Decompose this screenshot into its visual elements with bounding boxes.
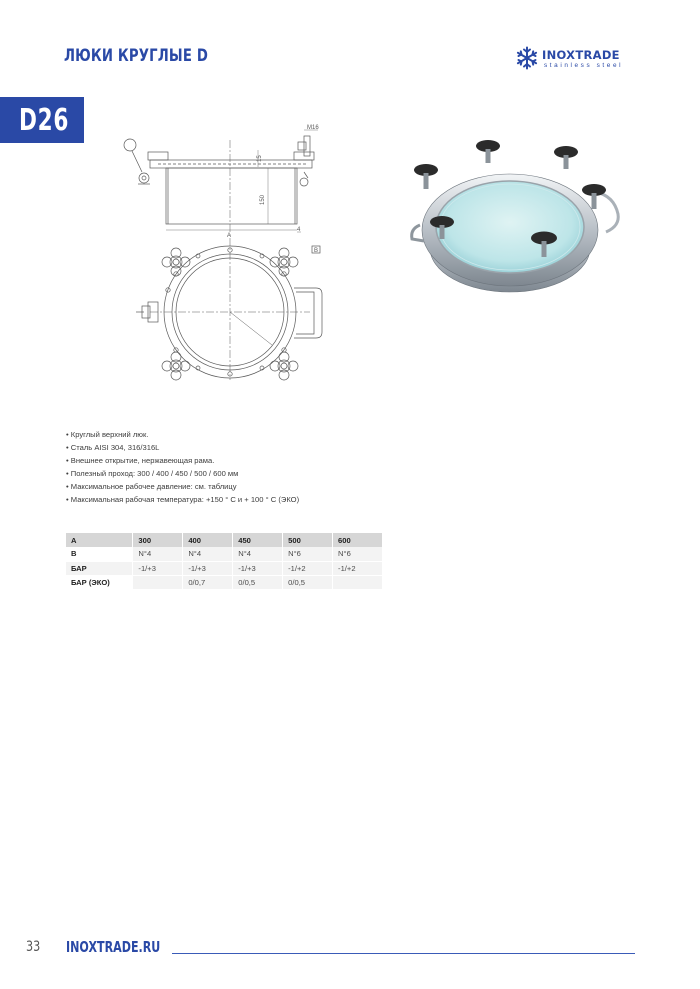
table-cell: -1/+3	[233, 561, 283, 575]
dim-b: B	[314, 248, 319, 254]
table-cell: 0/0,5	[233, 575, 283, 589]
table-cell: 0/0,5	[283, 575, 333, 589]
table-cell: N°6	[283, 547, 333, 561]
logo-tagline: stainless steel	[544, 62, 624, 69]
header-cell: 600	[333, 533, 383, 547]
feature-list	[66, 428, 396, 507]
header-cell: A	[66, 533, 133, 547]
table-row	[66, 575, 383, 589]
table-cell: N°4	[233, 547, 283, 561]
table-cell: N°6	[333, 547, 383, 561]
row-label: B	[66, 547, 133, 561]
table-cell: 0/0,7	[183, 575, 233, 589]
table-cell: N°4	[183, 547, 233, 561]
dim-a: A	[227, 233, 232, 239]
product-code: D26	[19, 103, 70, 138]
feature-item: • Сталь AISI 304, 316/316L	[66, 441, 396, 454]
feature-item: • Максимальная рабочая температура: +150 ° C и + 100 ° C (ЭКО)	[66, 493, 396, 506]
dim-150: 150	[260, 194, 266, 205]
table-cell: -1/+3	[183, 561, 233, 575]
site-link[interactable]: INOXTRADE.RU	[66, 938, 161, 956]
feature-item: • Максимальное рабочее давление: см. таблицу	[66, 480, 396, 493]
feature-item: • Полезный проход: 300 / 400 / 450 / 500 / 600 мм	[66, 467, 396, 480]
product-code-tab	[0, 97, 84, 143]
table-row	[66, 547, 383, 561]
dim-4: 4	[297, 227, 301, 233]
header-cell: 300	[133, 533, 183, 547]
technical-drawing	[118, 120, 333, 395]
table-row	[66, 561, 383, 575]
header-cell: 400	[183, 533, 233, 547]
page-title: ЛЮКИ КРУГЛЫЕ D	[64, 46, 208, 66]
table-cell: -1/+3	[133, 561, 183, 575]
table-header-row	[66, 533, 383, 547]
row-label: БАР	[66, 561, 133, 575]
table-cell: -1/+2	[283, 561, 333, 575]
header-cell: 450	[233, 533, 283, 547]
dim-15: 15	[257, 155, 263, 162]
brand-logo[interactable]	[515, 46, 637, 72]
feature-item: • Круглый верхний люк.	[66, 428, 396, 441]
product-photo	[398, 130, 623, 300]
page-number: 33	[26, 939, 41, 955]
logo-name: INOXTRADE	[542, 48, 620, 62]
spec-table	[66, 533, 383, 590]
feature-item: • Внешнее открытие, нержавеющая рама.	[66, 454, 396, 467]
footer-divider	[172, 953, 635, 954]
snowflake-icon	[515, 46, 539, 70]
dim-m16: M16	[307, 125, 319, 131]
row-label: БАР (ЭКО)	[66, 575, 133, 589]
header-cell: 500	[283, 533, 333, 547]
table-cell	[333, 575, 383, 589]
table-cell: N°4	[133, 547, 183, 561]
table-cell	[133, 575, 183, 589]
table-cell: -1/+2	[333, 561, 383, 575]
